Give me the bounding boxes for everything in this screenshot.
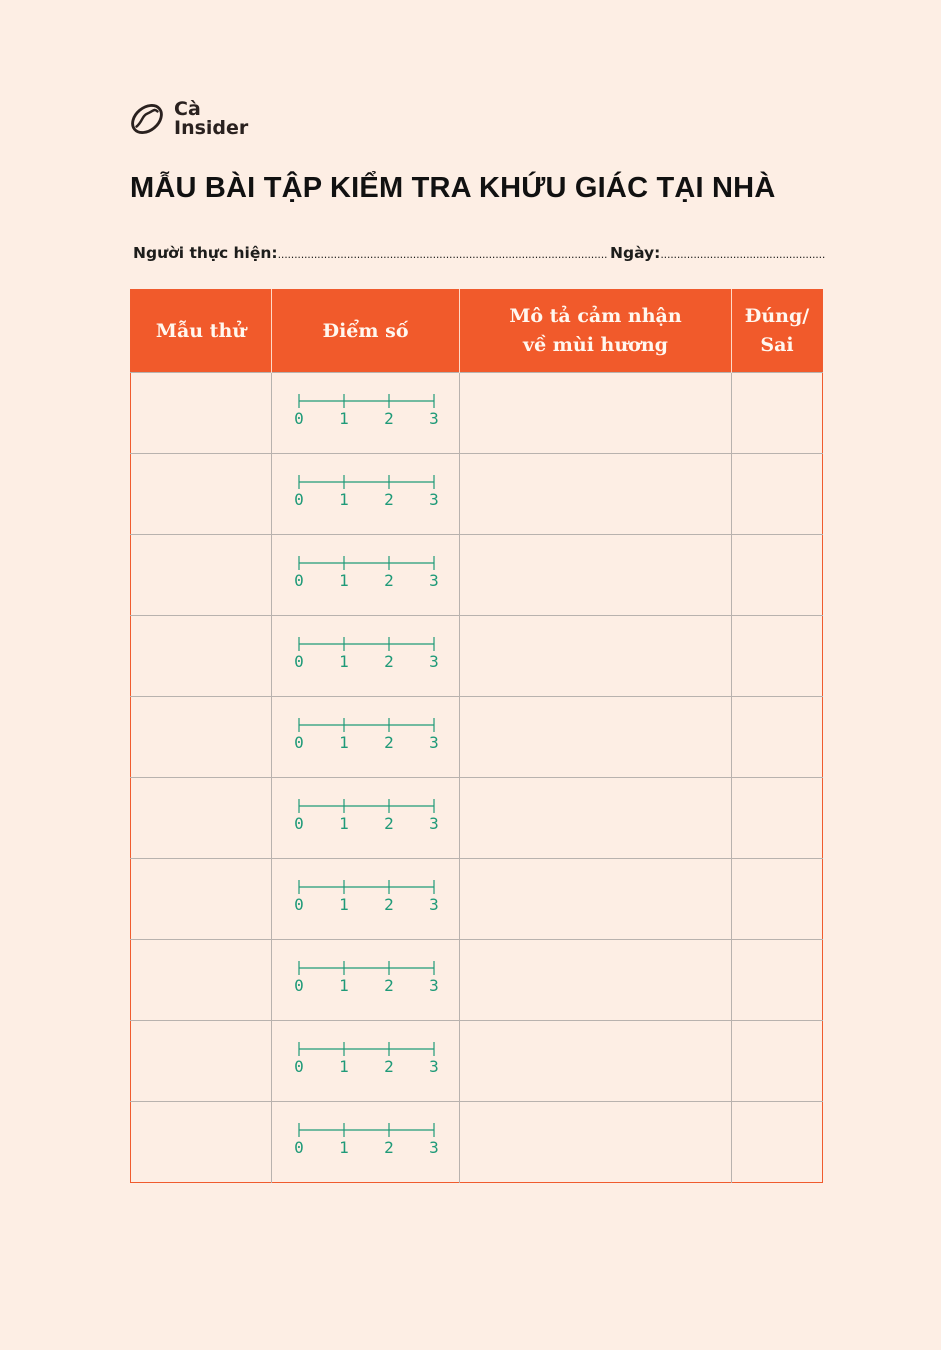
scale-tick-label: 0 [294,571,304,590]
correct-cell[interactable] [732,454,823,535]
person-blank: .................................................................................................... [277,248,608,261]
correct-cell[interactable] [732,1102,823,1183]
score-scale[interactable] [292,552,442,592]
person-label: Người thực hiện: [133,244,278,262]
scale-tick-label: 2 [384,733,394,752]
sample-cell[interactable] [131,859,272,940]
header-correct-line2: Sai [760,334,794,356]
scale-tick-label: 2 [384,1138,394,1157]
scale-tick-label: 3 [429,1138,439,1157]
scale-tick-label: 1 [339,1138,349,1157]
score-cell[interactable] [272,697,460,778]
date-field [610,244,825,262]
description-cell[interactable] [460,778,732,859]
description-cell[interactable] [460,940,732,1021]
table-row [131,616,823,697]
scale-tick-label: 0 [294,490,304,509]
score-cell[interactable] [272,1021,460,1102]
correct-cell[interactable] [732,373,823,454]
table-row [131,940,823,1021]
scale-tick-label: 0 [294,976,304,995]
header-correct [732,290,823,373]
correct-cell[interactable] [732,859,823,940]
scale-tick-label: 1 [339,1057,349,1076]
score-cell[interactable] [272,616,460,697]
scale-tick-label: 2 [384,976,394,995]
scale-tick-label: 3 [429,490,439,509]
scale-tick-label: 0 [294,895,304,914]
header-description [460,290,732,373]
table-header-row [131,290,823,373]
score-scale[interactable] [292,633,442,673]
scale-tick-label: 1 [339,733,349,752]
sample-cell[interactable] [131,373,272,454]
table-row [131,535,823,616]
description-cell[interactable] [460,373,732,454]
table-row [131,373,823,454]
scale-tick-label: 0 [294,733,304,752]
sample-cell[interactable] [131,778,272,859]
scale-tick-label: 2 [384,490,394,509]
scale-tick-label: 1 [339,976,349,995]
description-cell[interactable] [460,1102,732,1183]
score-cell[interactable] [272,535,460,616]
sample-cell[interactable] [131,1021,272,1102]
table-row [131,778,823,859]
scale-tick-label: 0 [294,652,304,671]
sample-cell[interactable] [131,454,272,535]
coffee-bean-icon [128,100,166,138]
person-field [133,244,607,262]
scale-tick-label: 3 [429,895,439,914]
score-scale[interactable] [292,795,442,835]
brand-name [174,100,248,138]
brand-line2: Insider [174,117,249,139]
scale-tick-label: 1 [339,652,349,671]
scale-tick-label: 1 [339,571,349,590]
scale-tick-label: 2 [384,652,394,671]
correct-cell[interactable] [732,535,823,616]
scale-tick-label: 3 [429,733,439,752]
table-body [131,373,823,1183]
correct-cell[interactable] [732,697,823,778]
description-cell[interactable] [460,616,732,697]
scale-tick-label: 3 [429,814,439,833]
description-cell[interactable] [460,535,732,616]
scale-tick-label: 3 [429,652,439,671]
scale-tick-label: 1 [339,490,349,509]
score-cell[interactable] [272,373,460,454]
scale-tick-label: 1 [339,814,349,833]
description-cell[interactable] [460,697,732,778]
score-cell[interactable] [272,859,460,940]
scale-tick-label: 1 [339,409,349,428]
sample-cell[interactable] [131,616,272,697]
header-description-line2: về mùi hương [523,334,668,356]
scale-tick-label: 2 [384,814,394,833]
score-cell[interactable] [272,940,460,1021]
sample-cell[interactable] [131,535,272,616]
score-scale[interactable] [292,1038,442,1078]
scale-tick-label: 3 [429,409,439,428]
correct-cell[interactable] [732,1021,823,1102]
page-title: MẪU BÀI TẬP KIỂM TRA KHỨU GIÁC TẠI NHÀ [130,172,776,204]
scale-tick-label: 3 [429,571,439,590]
header-score: Điểm số [272,290,460,373]
scale-tick-label: 0 [294,409,304,428]
score-cell[interactable] [272,1102,460,1183]
evaluation-table [130,289,823,1183]
scale-tick-label: 0 [294,1138,304,1157]
score-scale[interactable] [292,957,442,997]
header-correct-line1: Đúng/ [744,305,810,327]
date-label: Ngày: [610,244,661,262]
table-row [131,1021,823,1102]
score-scale[interactable] [292,390,442,430]
sample-cell[interactable] [131,697,272,778]
table-row [131,454,823,535]
header-description-line1: Mô tả cảm nhận [509,305,682,327]
description-cell[interactable] [460,859,732,940]
scale-tick-label: 3 [429,976,439,995]
correct-cell[interactable] [732,616,823,697]
header-sample: Mẫu thử [131,290,272,373]
scale-tick-label: 2 [384,1057,394,1076]
score-scale[interactable] [292,876,442,916]
scale-tick-label: 2 [384,409,394,428]
scale-tick-label: 2 [384,895,394,914]
date-blank: .................................................. [660,248,826,261]
sample-cell[interactable] [131,940,272,1021]
correct-cell[interactable] [732,778,823,859]
score-cell[interactable] [272,778,460,859]
score-scale[interactable] [292,714,442,754]
brand-line1: Cà [174,98,201,120]
scale-tick-label: 3 [429,1057,439,1076]
table-row [131,859,823,940]
description-cell[interactable] [460,1021,732,1102]
correct-cell[interactable] [732,940,823,1021]
sample-cell[interactable] [131,1102,272,1183]
scale-tick-label: 0 [294,1057,304,1076]
table-row [131,1102,823,1183]
brand-logo [128,100,248,138]
description-cell[interactable] [460,454,732,535]
score-cell[interactable] [272,454,460,535]
table-row [131,697,823,778]
score-scale[interactable] [292,1119,442,1159]
score-scale[interactable] [292,471,442,511]
scale-tick-label: 0 [294,814,304,833]
scale-tick-label: 2 [384,571,394,590]
scale-tick-label: 1 [339,895,349,914]
